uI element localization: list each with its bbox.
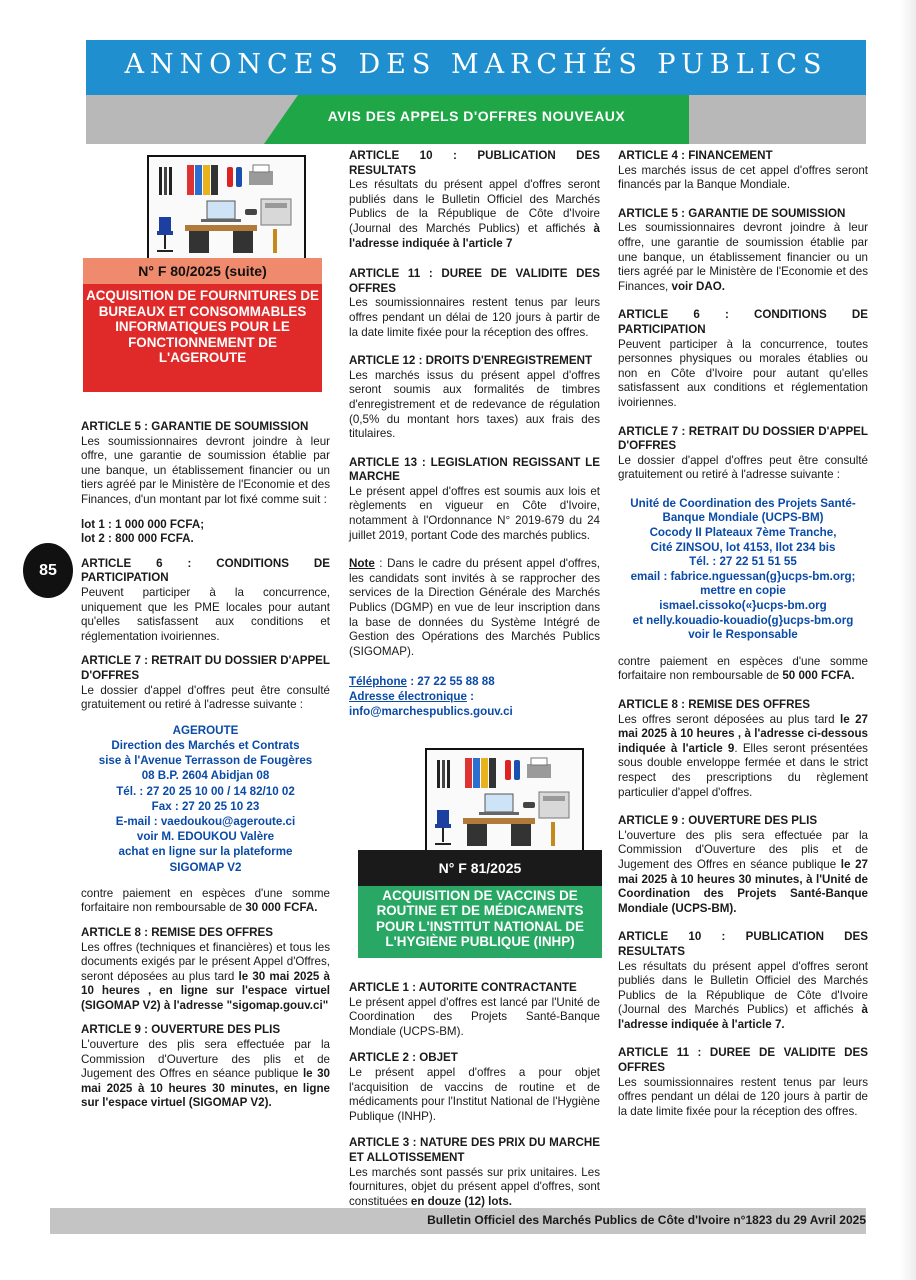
address-line: Direction des Marchés et Contrats	[111, 738, 300, 752]
article-body: Les résultats du présent appel d'offres seront publiés dans le Bulletin Officiel des Marchés Publics de la République de Côte d'Ivoire (Journal des Marchés Publics) et affichés	[349, 178, 600, 235]
article-heading: ARTICLE 8 : REMISE DES OFFRES	[618, 698, 810, 711]
binders-icon	[465, 758, 496, 788]
address-line: AGEROUTE	[172, 723, 239, 737]
address-email[interactable]: et nelly.kouadio-kouadio(g}ucps-bm.org	[632, 613, 854, 627]
article-heading: ARTICLE 10 : PUBLICATION DES RESULTATS	[618, 930, 868, 958]
lot1-amount: lot 1 : 1 000 000 FCFA;	[81, 517, 205, 531]
article-heading: ARTICLE 8 : REMISE DES OFFRES	[81, 925, 273, 939]
pen-icon	[273, 229, 277, 253]
deadline-text: le 30 mai 2025 à 10 heures , en ligne sur l'espace virtuel (SIGOMAP V2) à l'adresse "sigomap.gouv.ci"	[81, 969, 330, 1012]
column-right	[618, 149, 868, 1129]
phone-number[interactable]: : 27 22 55 88 88	[406, 675, 495, 689]
pen-icon	[551, 822, 555, 846]
article-body: . Elles seront présentées sous double enveloppe fermée et dans le strict respect des prescriptions du règlement particulier d'appel d'offres.	[618, 741, 868, 799]
ageroute-address	[81, 723, 330, 875]
article-body: Peuvent participer à la concurrence, uniquement que les PME locales pour autant qu'elles satisfassent aux conditions et réglementation ivoiriennes.	[81, 585, 330, 643]
article-heading: ARTICLE 12 : DROITS D'ENREGISTREMENT	[349, 354, 593, 368]
printer-icon	[249, 165, 273, 185]
header-banner	[86, 40, 866, 144]
office-supplies-icon	[425, 748, 584, 857]
fee-amount: 30 000 FCFA.	[245, 901, 318, 915]
stapler-icon	[245, 209, 257, 215]
article-body: Le dossier d'appel d'offres peut être consulté gratuitement ou retiré à l'adresse suivante :	[81, 683, 330, 712]
article-heading: ARTICLE 6 : CONDITIONS DE PARTICIPATION	[618, 308, 868, 336]
article-bold: à l'adresse indiquée à l'article 7	[349, 221, 600, 250]
printer-icon	[527, 758, 551, 778]
article-bold: voir DAO.	[671, 279, 725, 293]
article-body: Les soumissionnaires devront joindre à leur offre, une garantie de soumission établie par une banque, un établissement financier ou un tiers agréé par le Ministère de l'Economie et des Finances,	[618, 221, 868, 293]
address-phone: Tél. : 27 20 25 10 00 / 14 82/10 02	[116, 784, 295, 798]
note-label: Note	[349, 557, 375, 571]
pens-icon	[437, 760, 450, 788]
article-body: Le présent appel d'offres est lancé par l'Unité de Coordination des Projets Santé-Banque Mondiale (UCPS-BM).	[349, 995, 600, 1038]
article-body: Le présent appel d'offres est soumis aux lois et règlements en vigueur en Côte d'Ivoire, notamment à l'Ordonnance N° 2019-679 du 24 juillet 2019, portant Code des marchés publics.	[349, 484, 600, 542]
page-number: 85	[23, 543, 73, 598]
address-line: Cocody II Plateaux 7ème Tranche,	[649, 526, 837, 540]
article-heading: ARTICLE 9 : OUVERTURE DES PLIS	[81, 1023, 281, 1037]
article-heading: ARTICLE 3 : NATURE DES PRIX DU MARCHE ET ALLOTISSEMENT	[349, 1136, 600, 1164]
desk-icon	[463, 818, 535, 846]
chair-icon	[157, 217, 173, 251]
article-body: Les soumissionnaires restent tenus par leurs offres pendant un délai de 120 jours à partir de la date limite fixée pour la réception des offres.	[618, 1075, 868, 1118]
article-heading: ARTICLE 11 : DUREE DE VALIDITE DES OFFRES	[349, 267, 600, 295]
address-line: sise à l'Avenue Terrasson de Fougères	[98, 754, 313, 768]
office-supplies-drawing	[427, 750, 582, 855]
article-heading: ARTICLE 1 : AUTORITE CONTRACTANTE	[349, 981, 577, 994]
address-line: Banque Mondiale (UCPS-BM)	[662, 511, 824, 525]
address-line: 08 B.P. 2604 Abidjan 08	[141, 769, 270, 783]
article-body: Les marchés issus de cet appel d'offres seront financés par la Banque Mondiale.	[618, 163, 868, 192]
article-body: Les résultats du présent appel d'offres seront publiés dans le Bulletin Officiel des Marchés Publics de la République de Côte d'Ivoire (Journal des Marchés Publics) et affichés	[618, 959, 868, 1017]
article-heading: ARTICLE 4 : FINANCEMENT	[618, 149, 773, 162]
ink-bottles-icon	[505, 760, 520, 780]
article-heading: ARTICLE 2 : OBJET	[349, 1051, 458, 1065]
pens-icon	[159, 167, 172, 195]
article-heading: ARTICLE 5 : GARANTIE DE SOUMISSION	[618, 206, 846, 220]
laptop-icon	[479, 794, 519, 815]
address-line: Cité ZINSOU, lot 4153, Ilot 234 bis	[650, 540, 836, 554]
copier-icon	[539, 792, 569, 818]
article-heading: ARTICLE 10 : PUBLICATION DES RESULTATS	[349, 149, 600, 177]
article-body: contre paiement en espèces d'une somme forfaitaire non remboursable de	[618, 654, 868, 683]
dgmp-contact	[349, 675, 600, 719]
address-email[interactable]: E-mail : vaedoukou@ageroute.ci	[115, 814, 296, 828]
article-body: Les marchés sont passés sur prix unitaires. Les fournitures, objet du présent appel d'offres, sont constituées	[349, 1165, 600, 1208]
column-left	[81, 420, 330, 1121]
banner-subtitle: AVIS DES APPELS D'OFFRES NOUVEAUX	[327, 108, 626, 124]
column-middle-lower	[349, 981, 600, 1219]
article-heading: ARTICLE 9 : OUVERTURE DES PLIS	[618, 814, 818, 828]
opening-date: le 27 mai 2025 à 10 heures 30 minutes, à l'Unité de Coordination des Projets Santé-Banque Mondiale (UCPS-BM).	[618, 857, 868, 915]
lot2-number: N° F 81/2025	[358, 850, 602, 886]
article-heading: ARTICLE 13 : LEGISLATION REGISSANT LE MARCHE	[349, 455, 600, 484]
article-heading: ARTICLE 7 : RETRAIT DU DOSSIER D'APPEL D'OFFRES	[81, 654, 330, 682]
office-supplies-drawing	[149, 157, 304, 262]
address-phone: Tél. : 27 22 51 51 55	[689, 555, 797, 569]
article-bold: en douze (12) lots.	[410, 1194, 513, 1208]
ink-bottles-icon	[227, 167, 242, 187]
article-heading: ARTICLE 11 : DUREE DE VALIDITE DES OFFRES	[618, 1046, 868, 1075]
office-supplies-icon	[147, 155, 306, 264]
fee-amount: 50 000 FCFA.	[782, 669, 855, 683]
address-line: achat en ligne sur la plateforme	[118, 845, 293, 859]
address-line: mettre en copie	[700, 584, 786, 598]
article-body: L'ouverture des plis sera effectuée par la Commission d'Ouverture des plis et de Jugement des Offres en séance publique	[81, 1038, 330, 1081]
stapler-icon	[523, 802, 535, 808]
laptop-icon	[201, 201, 241, 222]
article-body: Les offres (techniques et financières) et tous les documents exigés par le présent Appel d'Offres, seront déposées au plus tard	[81, 940, 330, 983]
address-line: voir le Responsable	[688, 628, 798, 642]
address-line: voir M. EDOUKOU Valère	[136, 830, 275, 844]
email-label: Adresse électronique	[349, 690, 467, 703]
article-body: Peuvent participer à la concurrence, toutes personnes physiques ou morales établies ou non en Côte d'Ivoire pour autant qu'elles satisfassent aux conditions et réglementation ivoiriennes.	[618, 337, 868, 409]
address-email[interactable]: email : fabrice.nguessan(g}ucps-bm.org;	[630, 569, 856, 583]
article-heading: ARTICLE 5 : GARANTIE DE SOUMISSION	[81, 420, 309, 433]
article-bold: à l'adresse indiquée à l'article 7.	[618, 1003, 868, 1031]
footer-text: Bulletin Officiel des Marchés Publics de Côte d'Ivoire n°1823 du 29 Avril 2025	[427, 1213, 866, 1227]
article-body: Les soumissionnaires restent tenus par leurs offres pendant un délai de 120 jours à partir de la date limite fixée pour la réception des offres.	[349, 296, 600, 339]
banner-title: ANNONCES DES MARCHÉS PUBLICS	[124, 49, 828, 80]
note-text: : Dans le cadre du présent appel d'offres, les candidats sont invités à se rapprocher des services de la Direction Générale des Marchés Publics (DGMP) en vue de leur inscription dans la base de données du Système Intégré de Gestion des Opérations des Marchés Publics (SIGOMAP).	[349, 557, 600, 658]
article-body: contre paiement en espèces d'une somme forfaitaire non remboursable de	[81, 886, 330, 915]
lot2-amount: lot 2 : 800 000 FCFA.	[81, 532, 194, 546]
article-body: L'ouverture des plis sera effectuée par la Commission d'Ouverture des plis et de Jugement des Offres en séance publique	[618, 828, 868, 871]
deadline-text: le 27 mai 2025 à 10 heures , à l'adresse ci-dessous indiquée à l'article 9	[618, 712, 868, 755]
lot1-title: ACQUISITION DE FOURNITURES DE BUREAUX ET CONSOMMABLES INFORMATIQUES POUR LE FONCTIONNEMENT DE L'AGEROUTE	[83, 284, 322, 392]
desk-icon	[185, 225, 257, 253]
address-line: SIGOMAP V2	[169, 860, 242, 874]
article-body: Les soumissionnaires devront joindre à leur offre, une garantie de soumission établie par une banque, un établissement financier ou un tiers agréé par le Ministère de l'Economie et des Finances, d'un montant par lot fixé comme suit :	[81, 434, 330, 506]
article-body: Le dossier d'appel d'offres peut être consulté gratuitement ou retiré à l'adresse suivante :	[618, 453, 868, 482]
address-email[interactable]: ismael.cissoko(«}ucps-bm.org	[659, 599, 827, 613]
address-line: Unité de Coordination des Projets Santé-	[630, 496, 856, 510]
copier-icon	[261, 199, 291, 225]
article-body: Les marchés issus du présent appel d'offres seront soumis aux formalités de timbres d'enregistrement et de redevance de régulation (0,5% du montant hors taxes) aux frais des titulaires.	[349, 368, 600, 441]
phone-label: Téléphone	[349, 675, 407, 689]
ucps-address	[618, 497, 868, 643]
article-body: Le présent appel d'offres a pour objet l'acquisition de vaccins de routine et de médicaments pour l'Institut National de l'Hygiène Publique (INHP).	[349, 1065, 600, 1123]
column-middle	[349, 149, 600, 719]
footer-bar	[50, 1208, 866, 1234]
chair-icon	[435, 810, 451, 844]
lot1-number: N° F 80/2025 (suite)	[83, 258, 322, 284]
article-heading: ARTICLE 6 : CONDITIONS DE PARTICIPATION	[81, 556, 330, 585]
email-link[interactable]: info@marchespublics.gouv.ci	[349, 704, 513, 718]
opening-date: le 30 mai 2025 à 10 heures 30 minutes, en ligne sur l'espace virtuel (SIGOMAP V2).	[81, 1067, 330, 1110]
address-fax: Fax : 27 20 25 10 23	[151, 799, 260, 813]
article-heading: ARTICLE 7 : RETRAIT DU DOSSIER D'APPEL D'OFFRES	[618, 424, 868, 453]
lot2-title: ACQUISITION DE VACCINS DE ROUTINE ET DE MÉDICAMENTS POUR L'INSTITUT NATIONAL DE L'HYGIÈNE PUBLIQUE (INHP)	[358, 886, 602, 958]
email-separator: :	[466, 690, 475, 703]
binders-icon	[187, 165, 218, 195]
article-body: Les offres seront déposées au plus tard	[618, 712, 840, 726]
page-edge-shadow	[900, 0, 916, 1280]
